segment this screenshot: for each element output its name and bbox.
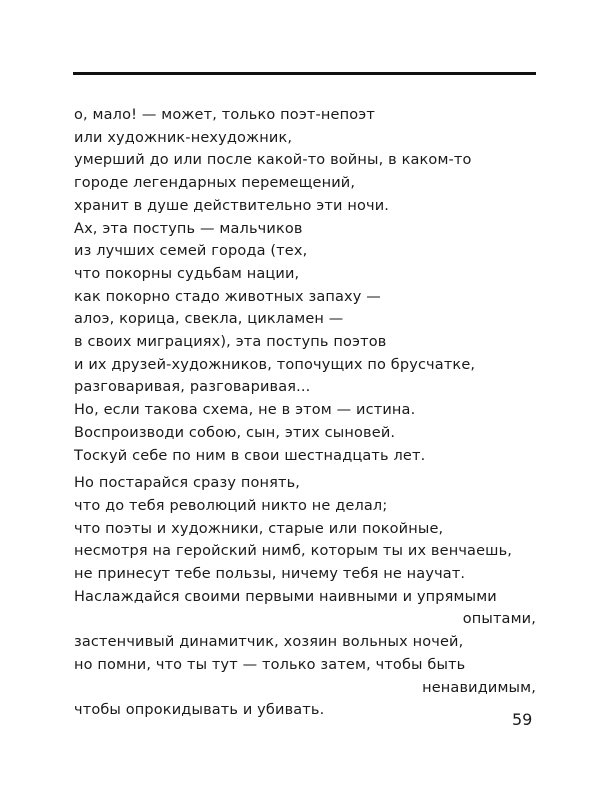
poem-line: о, мало! — может, только поэт-непоэт	[74, 107, 375, 123]
poem-line: хранит в душе действительно эти ночи.	[74, 197, 390, 214]
poem-line: или художник-нехудожник,	[74, 129, 293, 146]
poem-line: умерший до или после какой-то войны, в каком-то	[74, 152, 472, 169]
poem-line: Ах, эта поступь — мальчиков	[74, 220, 303, 237]
header-rule	[73, 72, 536, 75]
poem-line: и их друзей-художников, топочущих по брусчатке,	[74, 356, 476, 373]
poem-line: Наслаждайся своими первыми наивными и упрямыми	[74, 588, 497, 605]
poem-line: что до тебя революций никто не делал;	[74, 497, 388, 514]
poem-line: застенчивый динамитчик, хозяин вольных ночей,	[74, 634, 464, 651]
poem-line: чтобы опрокидывать и убивать.	[74, 702, 325, 719]
poem-line: в своих миграциях), эта поступь поэтов	[74, 334, 387, 351]
poem-line: Тоскуй себе по ним в свои шестнадцать лет.	[74, 447, 426, 464]
page-number: 59	[512, 710, 533, 729]
poem-line-continuation: ненавидимым,	[422, 679, 536, 696]
poem-line: Но, если такова схема, не в этом — истина.	[74, 402, 416, 419]
poem-line: из лучших семей города (тех,	[74, 243, 308, 260]
poem-line-continuation: опытами,	[462, 611, 536, 628]
poem-line: несмотря на геройский нимб, которым ты их венчаешь,	[74, 543, 513, 560]
poem-line: но помни, что ты тут — только затем, чтобы быть	[74, 656, 466, 673]
stanza-2	[74, 472, 536, 722]
poem-line: алоэ, корица, свекла, цикламен —	[74, 311, 344, 328]
poem-line: не принесут тебе пользы, ничему тебя не научат.	[74, 566, 466, 583]
poem-line: разговаривая, разговаривая...	[74, 379, 311, 396]
poem-line: как покорно стадо животных запаху —	[74, 288, 381, 305]
poem-line: что поэты и художники, старые или покойные,	[74, 520, 444, 537]
poem-body	[74, 104, 536, 722]
stanza-1	[74, 104, 536, 467]
poem-line: городе легендарных перемещений,	[74, 175, 356, 192]
poem-line: Воспроизводи собою, сын, этих сыновей.	[74, 424, 396, 441]
poem-line: Но постарайся сразу понять,	[74, 475, 301, 492]
poem-line: что покорны судьбам нации,	[74, 265, 300, 282]
